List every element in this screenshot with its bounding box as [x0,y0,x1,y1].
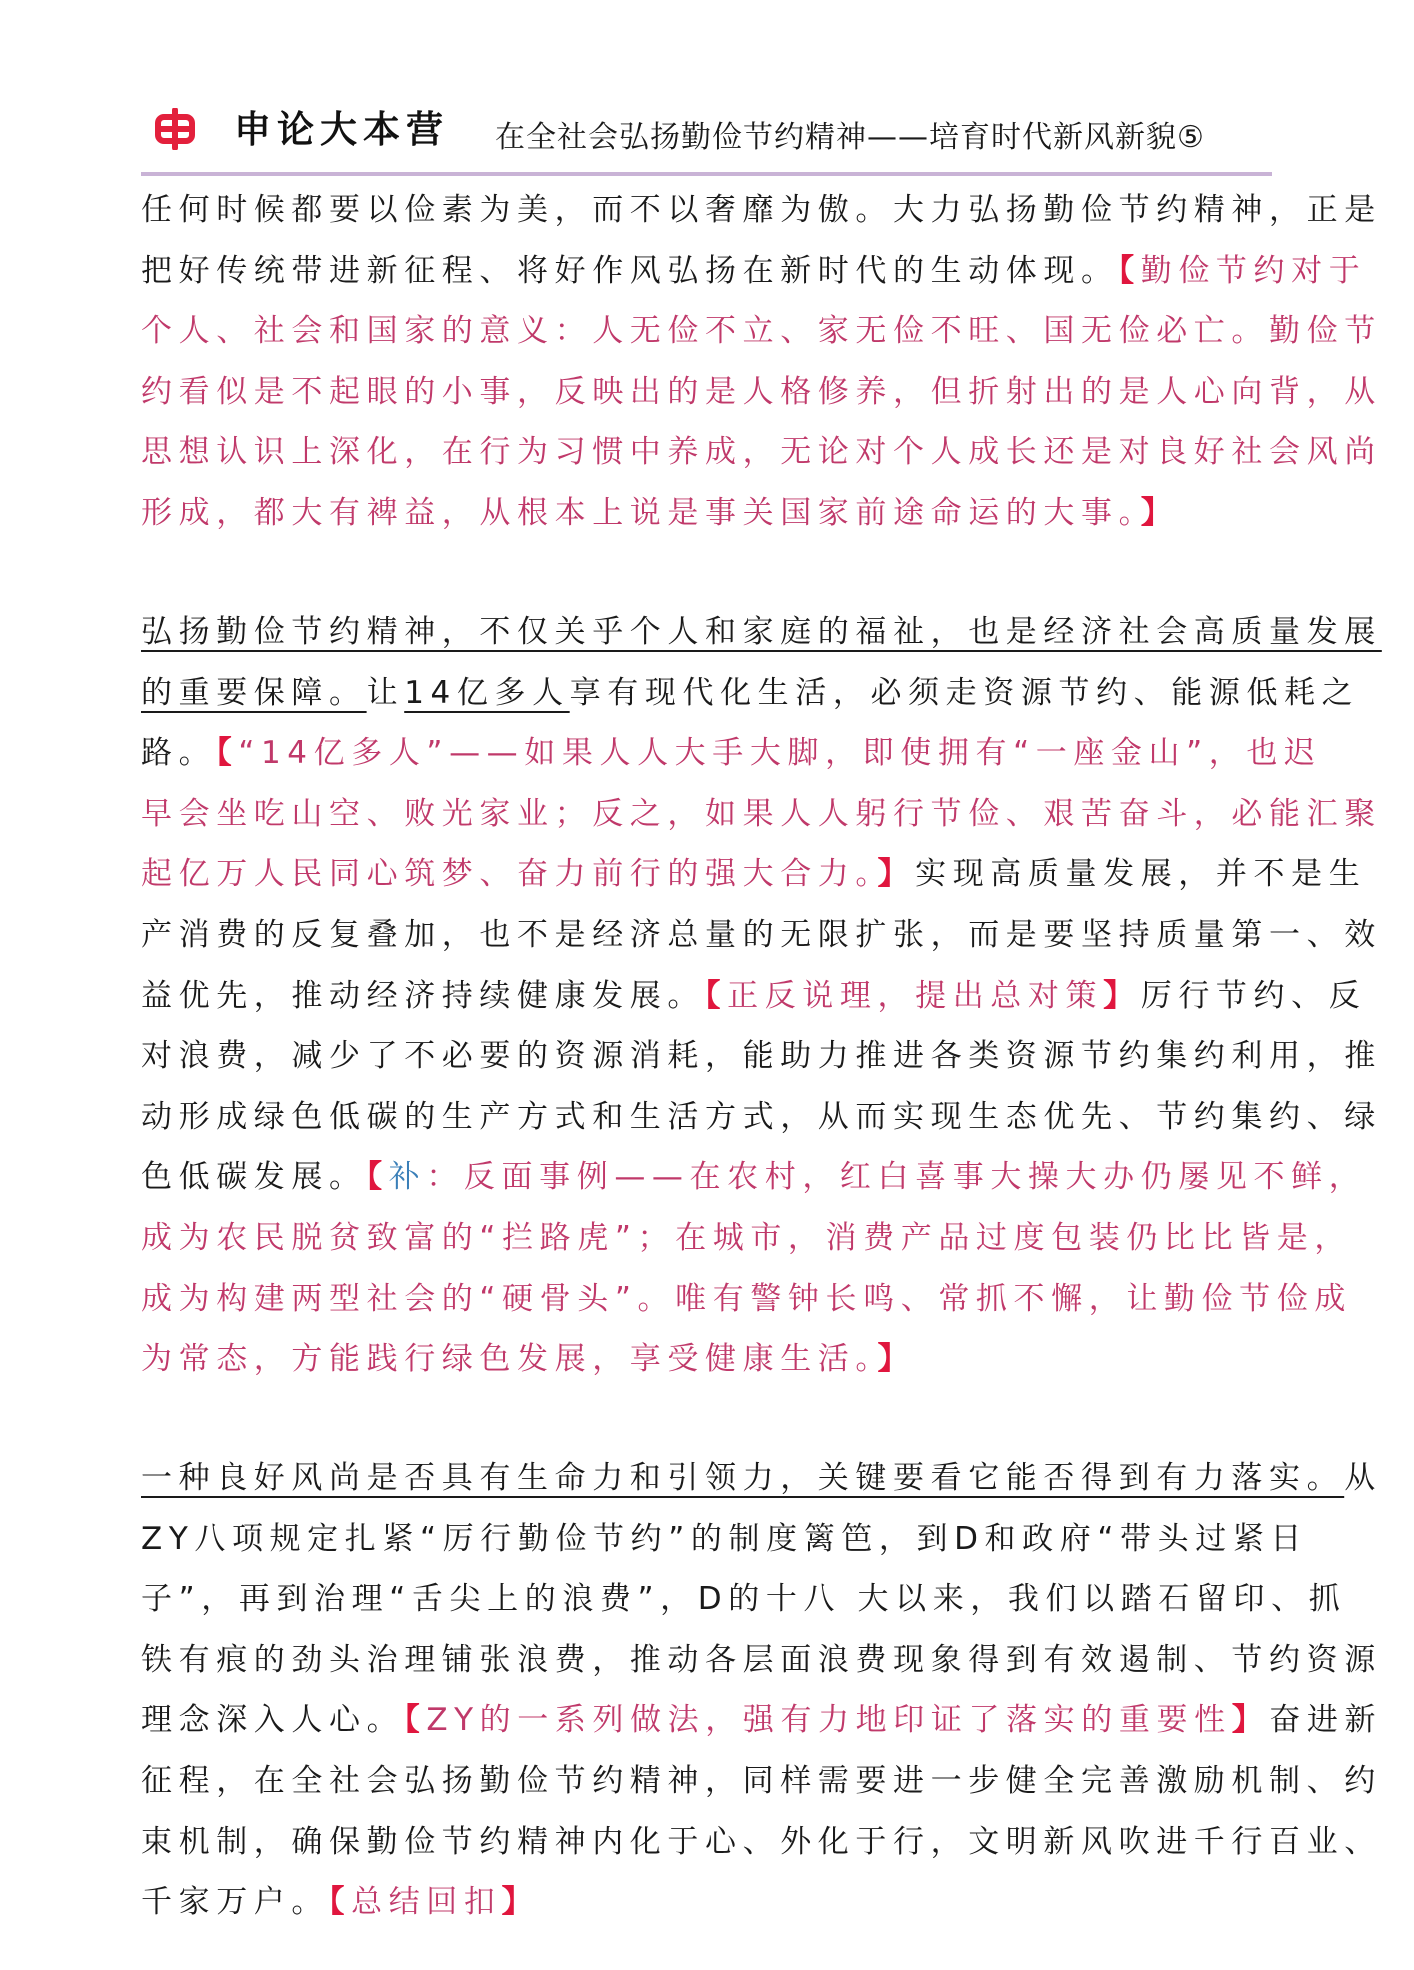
body-text: 路。 [141,735,217,772]
annotation-bracket: 【 [366,1159,389,1196]
body-text: 享有现代化生活，必须走资源节约、能源低耗之 [569,674,1360,711]
annotation-bracket: 】 [1231,1702,1270,1739]
annotation-text: 成为农民脱贫致富的“拦路虎”；在城市，消费产品过度包装仍比比皆是， [141,1219,1352,1256]
annotation-bracket: 【 [1118,252,1141,289]
annotation-text: 为常态，方能践行绿色发展，享受健康生活。 [141,1341,878,1378]
underlined-text: 一种良好风尚是否具有生命力和引领力，关键要看它能否得到有力落实。 [141,1460,1345,1496]
annotation-bracket: 】 [877,856,916,893]
text-line [141,844,1367,905]
body-text: 任何时候都要以俭素为美，而不以奢靡为傲。大力弘扬勤俭节约精神，正是 [141,192,1382,228]
annotation-bracket: 【 [216,735,239,772]
annotation-text: “14亿多人”——如果人人大手大脚，即使拥有“一座金山”，也迟 [238,735,1322,772]
body-text: 动形成绿色低碳的生产方式和生活方式，从而实现生态优先、节约集约、绿 [141,1098,1382,1135]
body-text: 色低碳发展。 [141,1159,367,1196]
text-line [141,663,1360,724]
text-line [141,1026,1382,1087]
annotation-text: 正反说理，提出总对策 [727,977,1104,1014]
underlined-text: 14亿多人 [404,674,570,711]
underlined-text: 的重要保障。 [141,674,367,711]
text-line [141,241,1367,302]
paragraph-2 [141,602,1382,1390]
text-line [141,1269,1352,1330]
annotation-text: ：反面事例——在农村，红白喜事大操大办仍屡见不鲜， [426,1159,1367,1196]
body-text: 把好传统带进新征程、将好作风弘扬在新时代的生动体现。 [141,252,1119,289]
annotation-text: 思想认识上深化，在行为习惯中养成，无论对个人成长还是对良好社会风尚 [141,434,1382,471]
text-line [141,1448,1382,1509]
body-text: ZY八项规定扎紧“厉行勤俭节约”的制度篱笆，到D和政府“带头过紧日 [141,1520,1309,1557]
body-text: 从 [1344,1460,1382,1496]
annotation-bracket: 【 [329,1884,352,1921]
body-text: 束机制，确保勤俭节约精神内化于心、外化于行，文明新风吹进千行百业、 [141,1823,1382,1860]
text-line [141,483,1272,544]
text-line [141,1087,1382,1148]
annotation-bracket: 【 [404,1702,427,1739]
body-text: 让 [366,674,405,711]
body-text: 实现高质量发展，并不是生 [915,856,1367,893]
text-line [141,422,1382,483]
annotation-text: ZY的一系列做法，强有力地印证了落实的重要性 [426,1702,1232,1739]
text-line [141,1329,1272,1390]
annotation-bracket: 【 [705,977,728,1014]
shen-logo-icon [155,108,195,150]
annotation-bracket: 】 [1140,494,1179,531]
body-text: 产消费的反复叠加，也不是经济总量的无限扩张，而是要坚持质量第一、效 [141,916,1382,953]
paragraph-3 [141,1448,1383,1933]
body-text: 千家万户。 [141,1884,329,1921]
annotation-text: 个人、社会和国家的意义：人无俭不立、家无俭不旺、国无俭必亡。勤俭节 [141,313,1382,350]
text-line [141,1751,1382,1812]
annotation-bracket: 】 [501,1884,540,1921]
annotation-bracket: 】 [877,1341,916,1378]
annotation-text: 勤俭节约对于 [1140,252,1367,289]
annotation-text: 约看似是不起眼的小事，反映出的是人格修养，但折射出的是人心向背，从 [141,373,1382,410]
text-line [141,1147,1367,1208]
text-line [141,1812,1382,1873]
text-line [141,1569,1347,1630]
annotation-bracket: 】 [1103,977,1141,1014]
text-line [141,602,1382,663]
text-line [141,905,1382,966]
body-text: 征程，在全社会弘扬勤俭节约精神，同样需要进一步健全完善激励机制、约 [141,1762,1382,1799]
annotation-text: 总结回扣 [351,1884,502,1921]
page-header [141,96,1272,174]
annotation-text: 早会坐吃山空、败光家业；反之，如果人人躬行节俭、艰苦奋斗，必能汇聚 [141,795,1382,832]
body-text: 厉行节约、反 [1140,977,1367,1014]
text-line [141,723,1322,784]
text-line [141,362,1382,423]
body-text: 益优先，推动经济持续健康发展。 [141,977,705,1014]
text-line [141,1630,1382,1691]
body-text: 奋进新 [1269,1702,1383,1739]
text-line [141,301,1382,362]
annotation-text: 成为构建两型社会的“硬骨头”。唯有警钟长鸣、常抓不懈，让勤俭节俭成 [141,1280,1352,1317]
text-line [141,1690,1383,1751]
text-line [141,1208,1352,1269]
text-line [141,966,1367,1027]
body-text: 理念深入人心。 [141,1702,405,1739]
body-text: 对浪费，减少了不必要的资源消耗，能助力推进各类资源节约集约利用，推 [141,1038,1382,1075]
text-line [141,1509,1309,1570]
annotation-text: 起亿万人民同心筑梦、奋力前行的强大合力。 [141,856,878,893]
article-title: 在全社会弘扬勤俭节约精神——培育时代新风新貌⑤ [495,120,1205,155]
underlined-text: 弘扬勤俭节约精神，不仅关乎个人和家庭的福祉，也是经济社会高质量发展 [141,614,1382,650]
paragraph-1 [141,180,1382,544]
body-text: 铁有痕的劲头治理铺张浪费，推动各层面浪费现象得到有效遏制、节约资源 [141,1641,1382,1678]
header-divider [141,172,1272,176]
supplement-label: 补 [388,1159,427,1196]
text-line [141,180,1382,241]
brand-name: 申论大本营 [234,108,449,151]
annotation-text: 形成，都大有裨益，从根本上说是事关国家前途命运的大事。 [141,494,1141,531]
body-text: 子”，再到治理“舌尖上的浪费”，D的十八 大以来，我们以踏石留印、抓 [141,1581,1347,1618]
text-line [141,784,1382,845]
text-line [141,1872,1272,1933]
